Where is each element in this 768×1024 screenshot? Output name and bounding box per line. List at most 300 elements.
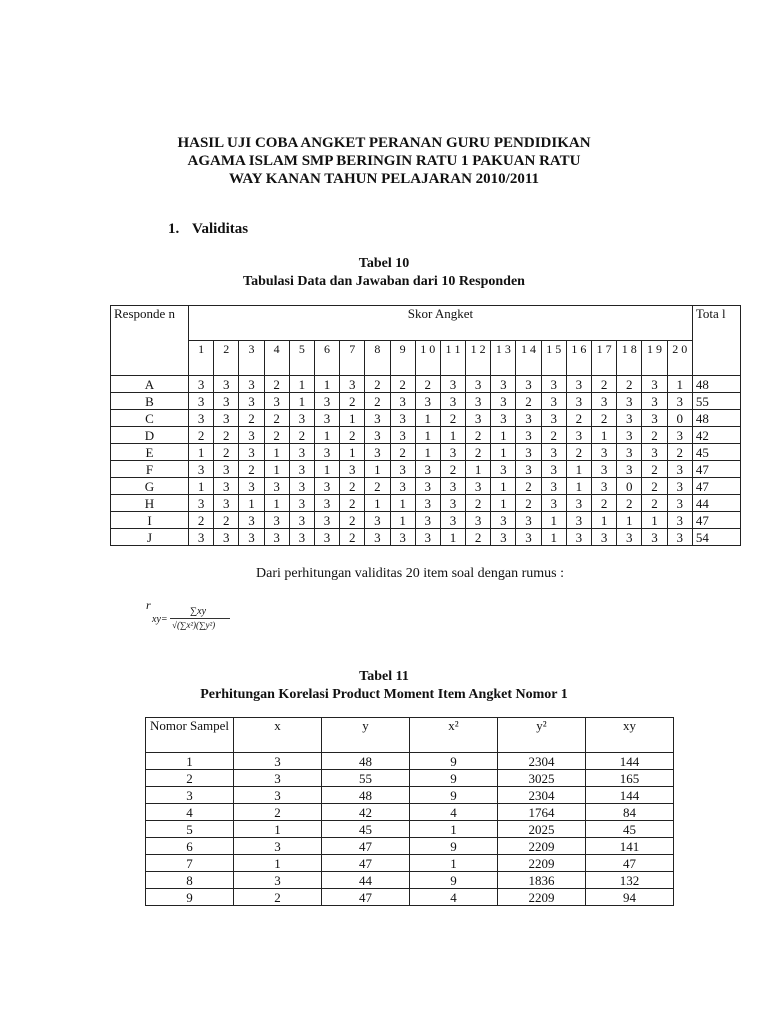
table10-score-cell: 1 xyxy=(466,461,491,478)
table10-score-cell: 1 xyxy=(189,478,214,495)
table11-header-cell: x xyxy=(234,718,322,753)
table10-score-cell: 2 xyxy=(667,444,692,461)
table10-score-cell: 3 xyxy=(541,461,566,478)
table10-score-cell: 3 xyxy=(390,478,415,495)
table10-score-cell: 3 xyxy=(440,512,465,529)
table10-score-cell: 3 xyxy=(617,427,642,444)
table10-score-cell: 3 xyxy=(239,393,264,410)
table10-score-cell: 3 xyxy=(340,461,365,478)
table11-cell: 132 xyxy=(586,872,674,889)
table10-respondent-label: B xyxy=(111,393,189,410)
table10-item-number: 7 xyxy=(340,341,365,376)
table10-score-cell: 3 xyxy=(667,512,692,529)
table-row xyxy=(146,821,674,838)
table11-cell: 2209 xyxy=(498,855,586,872)
table10-score-cell: 3 xyxy=(214,410,239,427)
table11 xyxy=(145,717,674,906)
table10 xyxy=(110,305,741,546)
table10-score-cell: 3 xyxy=(516,461,541,478)
table11-cell: 2304 xyxy=(498,753,586,770)
table11-cell: 94 xyxy=(586,889,674,906)
table11-cell: 165 xyxy=(586,770,674,787)
table10-respondent-label: C xyxy=(111,410,189,427)
table11-cell: 2304 xyxy=(498,787,586,804)
table10-score-cell: 3 xyxy=(390,461,415,478)
table10-score-cell: 2 xyxy=(340,529,365,546)
table10-score-cell: 1 xyxy=(566,461,591,478)
table10-score-cell: 2 xyxy=(466,427,491,444)
table11-cell: 5 xyxy=(146,821,234,838)
table10-respondent-label: H xyxy=(111,495,189,512)
table11-caption xyxy=(0,668,768,704)
table10-score-cell: 1 xyxy=(365,495,390,512)
table10-score-cell: 1 xyxy=(264,461,289,478)
table10-score-cell: 1 xyxy=(541,512,566,529)
table10-score-cell: 3 xyxy=(541,495,566,512)
table10-total-cell: 48 xyxy=(692,410,740,427)
table10-score-cell: 3 xyxy=(541,478,566,495)
table10-score-cell: 3 xyxy=(516,529,541,546)
formula-r: r xyxy=(146,598,151,612)
table11-cell: 4 xyxy=(410,889,498,906)
table10-score-cell: 3 xyxy=(239,512,264,529)
table11-cell: 9 xyxy=(410,872,498,889)
table10-score-cell: 3 xyxy=(466,410,491,427)
table10-score-cell: 2 xyxy=(365,393,390,410)
table-row xyxy=(146,855,674,872)
table10-score-cell: 2 xyxy=(466,495,491,512)
table10-score-cell: 3 xyxy=(516,512,541,529)
table10-score-cell: 3 xyxy=(617,461,642,478)
table10-score-cell: 3 xyxy=(466,512,491,529)
table10-score-cell: 2 xyxy=(365,478,390,495)
table11-header-row xyxy=(146,718,674,753)
table10-score-cell: 3 xyxy=(415,512,440,529)
table10-score-cell: 0 xyxy=(617,478,642,495)
table10-score-cell: 3 xyxy=(365,512,390,529)
table10-item-number: 1 6 xyxy=(566,341,591,376)
table10-respondent-label: F xyxy=(111,461,189,478)
table11-cell: 42 xyxy=(322,804,410,821)
table10-score-cell: 2 xyxy=(516,478,541,495)
table10-score-cell: 3 xyxy=(415,529,440,546)
table10-item-number: 4 xyxy=(264,341,289,376)
table10-score-cell: 3 xyxy=(189,410,214,427)
table10-score-cell: 3 xyxy=(314,495,339,512)
table11-header-cell: y² xyxy=(498,718,586,753)
table-row xyxy=(111,512,741,529)
table10-score-cell: 1 xyxy=(314,376,339,393)
table11-cell: 84 xyxy=(586,804,674,821)
table10-header-row xyxy=(111,306,741,341)
correlation-formula xyxy=(138,598,258,638)
table10-total-cell: 45 xyxy=(692,444,740,461)
table10-score-cell: 3 xyxy=(592,478,617,495)
table-row xyxy=(111,444,741,461)
table10-score-cell: 1 xyxy=(566,478,591,495)
table11-cell: 2025 xyxy=(498,821,586,838)
table10-item-row xyxy=(111,341,741,376)
table-row xyxy=(146,804,674,821)
table10-score-cell: 1 xyxy=(491,444,516,461)
table-row xyxy=(111,376,741,393)
table11-caption-number: Tabel 11 xyxy=(359,669,409,684)
table10-score-cell: 2 xyxy=(642,461,667,478)
table10-score-cell: 1 xyxy=(617,512,642,529)
table10-score-cell: 3 xyxy=(592,393,617,410)
table10-score-cell: 1 xyxy=(415,427,440,444)
title-line-3: WAY KANAN TAHUN PELAJARAN 2010/2011 xyxy=(228,171,540,187)
table10-item-number: 3 xyxy=(239,341,264,376)
table10-score-cell: 3 xyxy=(642,393,667,410)
table10-score-cell: 3 xyxy=(314,444,339,461)
table10-score-cell: 2 xyxy=(239,461,264,478)
table10-header-total: Tota l xyxy=(692,306,740,376)
table11-cell: 3025 xyxy=(498,770,586,787)
table10-score-cell: 3 xyxy=(189,461,214,478)
table11-cell: 3 xyxy=(234,753,322,770)
table10-score-cell: 3 xyxy=(415,495,440,512)
table10-score-cell: 3 xyxy=(390,529,415,546)
table10-score-cell: 2 xyxy=(340,427,365,444)
table10-score-cell: 2 xyxy=(592,495,617,512)
table11-header-cell: Nomor Sampel xyxy=(146,718,234,753)
table10-score-cell: 3 xyxy=(390,393,415,410)
table10-score-cell: 3 xyxy=(566,529,591,546)
table10-score-cell: 2 xyxy=(541,427,566,444)
table10-score-cell: 1 xyxy=(289,376,314,393)
table11-cell: 9 xyxy=(146,889,234,906)
table10-score-cell: 3 xyxy=(239,529,264,546)
table-row xyxy=(146,872,674,889)
table10-score-cell: 1 xyxy=(390,512,415,529)
table10-score-cell: 1 xyxy=(491,478,516,495)
table10-score-cell: 2 xyxy=(440,410,465,427)
table10-total-cell: 44 xyxy=(692,495,740,512)
table11-cell: 45 xyxy=(586,821,674,838)
table10-score-cell: 3 xyxy=(214,393,239,410)
table10-score-cell: 3 xyxy=(466,376,491,393)
table10-score-cell: 2 xyxy=(466,444,491,461)
table10-score-cell: 2 xyxy=(617,376,642,393)
table10-score-cell: 3 xyxy=(365,444,390,461)
table11-cell: 1836 xyxy=(498,872,586,889)
section-heading xyxy=(168,221,248,238)
table10-score-cell: 2 xyxy=(340,512,365,529)
table11-cell: 2 xyxy=(234,889,322,906)
table11-cell: 48 xyxy=(322,753,410,770)
table10-score-cell: 3 xyxy=(516,427,541,444)
table10-score-cell: 3 xyxy=(491,410,516,427)
table10-score-cell: 1 xyxy=(541,529,566,546)
table10-score-cell: 3 xyxy=(516,376,541,393)
table-row xyxy=(146,838,674,855)
table10-score-cell: 3 xyxy=(541,444,566,461)
table10-score-cell: 3 xyxy=(617,393,642,410)
table10-score-cell: 1 xyxy=(415,444,440,461)
table11-cell: 1 xyxy=(410,855,498,872)
table10-score-cell: 2 xyxy=(340,478,365,495)
table10-score-cell: 3 xyxy=(314,393,339,410)
table11-cell: 3 xyxy=(234,770,322,787)
title-line-1: HASIL UJI COBA ANGKET PERANAN GURU PENDIDIKAN xyxy=(177,135,591,151)
table10-score-cell: 3 xyxy=(617,410,642,427)
table10-score-cell: 1 xyxy=(440,427,465,444)
table10-score-cell: 3 xyxy=(541,393,566,410)
table-row xyxy=(111,427,741,444)
table10-score-cell: 0 xyxy=(667,410,692,427)
table10-respondent-label: I xyxy=(111,512,189,529)
table10-score-cell: 3 xyxy=(566,495,591,512)
table10-score-cell: 1 xyxy=(340,410,365,427)
table-row xyxy=(111,461,741,478)
table10-score-cell: 1 xyxy=(289,393,314,410)
table10-score-cell: 1 xyxy=(189,444,214,461)
table11-cell: 8 xyxy=(146,872,234,889)
section-label: Validitas xyxy=(192,221,249,237)
table10-score-cell: 2 xyxy=(264,427,289,444)
table10-score-cell: 3 xyxy=(365,427,390,444)
table10-score-cell: 3 xyxy=(189,495,214,512)
table10-score-cell: 3 xyxy=(264,529,289,546)
table10-score-cell: 3 xyxy=(390,427,415,444)
table11-cell: 1 xyxy=(234,821,322,838)
table10-score-cell: 3 xyxy=(289,478,314,495)
table10-score-cell: 3 xyxy=(667,461,692,478)
table10-score-cell: 3 xyxy=(642,410,667,427)
table10-item-number: 1 3 xyxy=(491,341,516,376)
table10-score-cell: 2 xyxy=(189,427,214,444)
table10-score-cell: 1 xyxy=(264,444,289,461)
table11-cell: 141 xyxy=(586,838,674,855)
table10-score-cell: 3 xyxy=(289,444,314,461)
table10-score-cell: 1 xyxy=(239,495,264,512)
table10-score-cell: 3 xyxy=(491,393,516,410)
table10-score-cell: 3 xyxy=(642,529,667,546)
table10-score-cell: 3 xyxy=(189,376,214,393)
table10-score-cell: 3 xyxy=(516,444,541,461)
table10-item-number: 1 1 xyxy=(440,341,465,376)
table10-score-cell: 3 xyxy=(264,478,289,495)
table10-score-cell: 3 xyxy=(617,529,642,546)
table10-score-cell: 1 xyxy=(340,444,365,461)
table10-score-cell: 3 xyxy=(289,512,314,529)
table10-score-cell: 3 xyxy=(491,512,516,529)
table10-score-cell: 3 xyxy=(365,529,390,546)
table10-item-number: 1 9 xyxy=(642,341,667,376)
table10-respondent-label: A xyxy=(111,376,189,393)
table10-score-cell: 1 xyxy=(592,512,617,529)
table10-score-cell: 2 xyxy=(239,410,264,427)
table-row xyxy=(111,410,741,427)
table10-item-number: 2 xyxy=(214,341,239,376)
document-title xyxy=(0,134,768,188)
table10-score-cell: 2 xyxy=(415,376,440,393)
table10-score-cell: 3 xyxy=(264,393,289,410)
table10-score-cell: 2 xyxy=(566,444,591,461)
table11-cell: 6 xyxy=(146,838,234,855)
table10-score-cell: 3 xyxy=(466,393,491,410)
table10-score-cell: 2 xyxy=(642,495,667,512)
table10-score-cell: 3 xyxy=(214,495,239,512)
table10-score-cell: 3 xyxy=(617,444,642,461)
table10-score-cell: 3 xyxy=(667,529,692,546)
table10-score-cell: 3 xyxy=(516,410,541,427)
table10-score-cell: 3 xyxy=(189,529,214,546)
table10-score-cell: 2 xyxy=(340,393,365,410)
table10-item-number: 2 0 xyxy=(667,341,692,376)
table10-score-cell: 1 xyxy=(264,495,289,512)
table11-cell: 2 xyxy=(234,804,322,821)
table11-cell: 47 xyxy=(322,889,410,906)
table10-item-number: 1 2 xyxy=(466,341,491,376)
table10-score-cell: 3 xyxy=(491,529,516,546)
table11-cell: 2209 xyxy=(498,889,586,906)
table10-score-cell: 2 xyxy=(617,495,642,512)
table10-score-cell: 2 xyxy=(189,512,214,529)
table10-score-cell: 2 xyxy=(516,495,541,512)
table11-header-cell: x² xyxy=(410,718,498,753)
table10-score-cell: 3 xyxy=(440,478,465,495)
table10-score-cell: 2 xyxy=(516,393,541,410)
table10-score-cell: 3 xyxy=(214,529,239,546)
table11-cell: 3 xyxy=(234,838,322,855)
table10-item-number: 1 7 xyxy=(592,341,617,376)
table11-cell: 2209 xyxy=(498,838,586,855)
table10-total-cell: 48 xyxy=(692,376,740,393)
table10-score-cell: 2 xyxy=(440,461,465,478)
table10-score-cell: 3 xyxy=(415,478,440,495)
table11-cell: 144 xyxy=(586,753,674,770)
table10-score-cell: 2 xyxy=(289,427,314,444)
table11-cell: 44 xyxy=(322,872,410,889)
table10-score-cell: 3 xyxy=(239,376,264,393)
table11-cell: 9 xyxy=(410,770,498,787)
table10-score-cell: 3 xyxy=(214,461,239,478)
table10-score-cell: 3 xyxy=(289,410,314,427)
table11-cell: 2 xyxy=(146,770,234,787)
table10-respondent-label: E xyxy=(111,444,189,461)
table10-score-cell: 1 xyxy=(415,410,440,427)
table10-score-cell: 2 xyxy=(340,495,365,512)
table10-item-number: 1 8 xyxy=(617,341,642,376)
table10-score-cell: 3 xyxy=(189,393,214,410)
table10-respondent-label: G xyxy=(111,478,189,495)
table10-score-cell: 3 xyxy=(667,427,692,444)
table11-cell: 3 xyxy=(234,872,322,889)
formula-fraction-line xyxy=(170,618,230,619)
table10-score-cell: 2 xyxy=(214,444,239,461)
table10-score-cell: 1 xyxy=(667,376,692,393)
table10-item-number: 1 xyxy=(189,341,214,376)
table10-score-cell: 3 xyxy=(642,376,667,393)
table10-respondent-label: D xyxy=(111,427,189,444)
table10-score-cell: 2 xyxy=(214,427,239,444)
table10-score-cell: 2 xyxy=(642,478,667,495)
table10-score-cell: 3 xyxy=(214,478,239,495)
table11-cell: 47 xyxy=(322,855,410,872)
table10-score-cell: 2 xyxy=(592,376,617,393)
table10-caption xyxy=(0,255,768,291)
table10-score-cell: 3 xyxy=(440,495,465,512)
table10-item-number: 1 4 xyxy=(516,341,541,376)
table10-header-respondent: Responde n xyxy=(111,306,189,376)
table10-score-cell: 3 xyxy=(314,410,339,427)
table10-score-cell: 3 xyxy=(592,461,617,478)
table11-cell: 144 xyxy=(586,787,674,804)
section-number: 1. xyxy=(168,221,180,237)
table11-cell: 47 xyxy=(322,838,410,855)
table10-item-number: 5 xyxy=(289,341,314,376)
table10-score-cell: 3 xyxy=(592,444,617,461)
table11-cell: 1 xyxy=(234,855,322,872)
table10-score-cell: 3 xyxy=(289,495,314,512)
table10-score-cell: 3 xyxy=(239,444,264,461)
table10-score-cell: 3 xyxy=(566,512,591,529)
table11-cell: 1 xyxy=(146,753,234,770)
table11-cell: 9 xyxy=(410,753,498,770)
table10-score-cell: 3 xyxy=(440,393,465,410)
table10-total-cell: 55 xyxy=(692,393,740,410)
table10-item-number: 1 5 xyxy=(541,341,566,376)
table10-score-cell: 1 xyxy=(365,461,390,478)
table10-score-cell: 3 xyxy=(239,427,264,444)
table10-score-cell: 1 xyxy=(491,495,516,512)
table10-score-cell: 3 xyxy=(340,376,365,393)
table10-score-cell: 3 xyxy=(566,376,591,393)
table10-score-cell: 1 xyxy=(491,427,516,444)
table-row xyxy=(111,393,741,410)
table-row xyxy=(111,478,741,495)
table10-total-cell: 54 xyxy=(692,529,740,546)
table10-item-number: 9 xyxy=(390,341,415,376)
table10-header-score: Skor Angket xyxy=(189,306,693,341)
table11-cell: 7 xyxy=(146,855,234,872)
table10-score-cell: 3 xyxy=(214,376,239,393)
table10-score-cell: 3 xyxy=(592,529,617,546)
table10-score-cell: 3 xyxy=(667,393,692,410)
table10-score-cell: 3 xyxy=(415,393,440,410)
paragraph: Dari perhitungan validitas 20 item soal dengan rumus : xyxy=(256,566,564,581)
table10-score-cell: 1 xyxy=(440,529,465,546)
table-row xyxy=(146,770,674,787)
table10-item-number: 1 0 xyxy=(415,341,440,376)
table10-score-cell: 3 xyxy=(541,410,566,427)
table10-score-cell: 3 xyxy=(365,410,390,427)
table10-caption-title: Tabulasi Data dan Jawaban dari 10 Responden xyxy=(243,274,525,289)
table10-score-cell: 2 xyxy=(264,376,289,393)
table10-total-cell: 47 xyxy=(692,478,740,495)
table10-score-cell: 3 xyxy=(314,512,339,529)
table10-total-cell: 42 xyxy=(692,427,740,444)
table10-item-number: 6 xyxy=(314,341,339,376)
table10-score-cell: 3 xyxy=(541,376,566,393)
table10-score-cell: 2 xyxy=(214,512,239,529)
table10-score-cell: 2 xyxy=(642,427,667,444)
table11-cell: 48 xyxy=(322,787,410,804)
table11-cell: 4 xyxy=(146,804,234,821)
table10-score-cell: 3 xyxy=(491,461,516,478)
table10-score-cell: 1 xyxy=(314,427,339,444)
table10-score-cell: 3 xyxy=(667,478,692,495)
table-row xyxy=(111,495,741,512)
table10-score-cell: 3 xyxy=(314,478,339,495)
table11-cell: 9 xyxy=(410,838,498,855)
table10-score-cell: 2 xyxy=(390,444,415,461)
table11-cell: 3 xyxy=(146,787,234,804)
table11-header-cell: xy xyxy=(586,718,674,753)
table10-score-cell: 1 xyxy=(314,461,339,478)
